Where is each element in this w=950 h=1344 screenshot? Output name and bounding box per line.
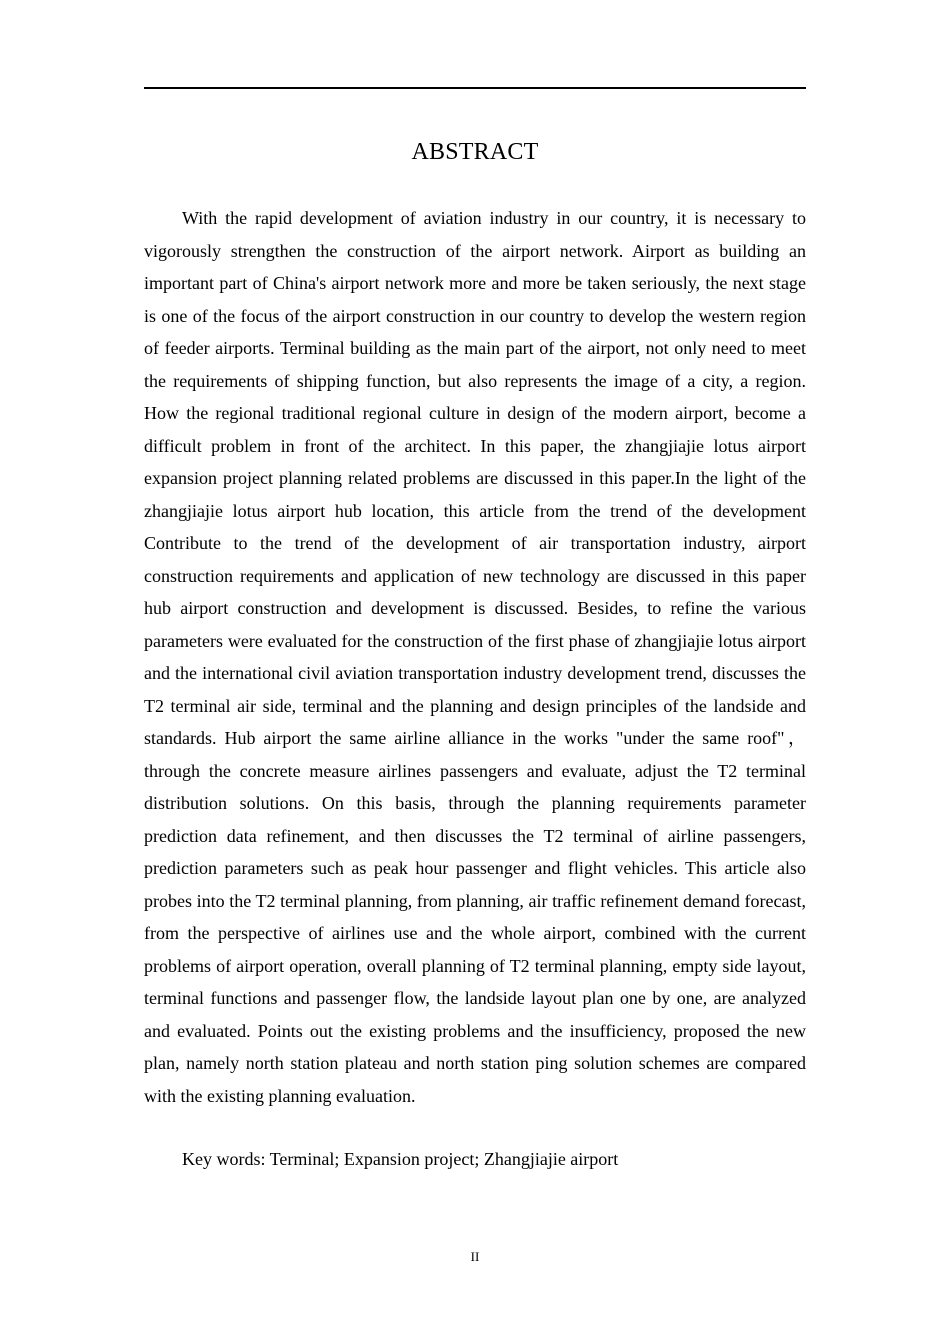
keywords-line: Key words: Terminal; Expansion project; Zhangjiajie airport (182, 1149, 619, 1169)
abstract-title: ABSTRACT (411, 139, 539, 165)
header-rule (144, 87, 806, 89)
abstract-body: With the rapid development of aviation industry in our country, it is necessary to vigorously strengthen the construction of the airport network. Airport as building an important part of China's airport network more and more be taken seriously, the next stage is one of the focus of the airport construction in our country to develop the western region of feeder airports. Terminal building as the main part of the airport, not only need to meet the requirements of shipping function, but also represents the image of a city, a region. How the regional traditional regional culture in design of the modern airport, become a difficult problem in front of the architect. In this paper, the zhangjiajie lotus airport expansion project planning related problems are discussed in this paper.In the light of the zhangjiajie lotus airport hub location, this article from the trend of the development Contribute to the trend of the development of air transportation industry, airport construction requirements and application of new technology are discussed in this paper hub airport construction and development is discussed. Besides, to refine the various parameters were evaluated for the construction of the first phase of zhangjiajie lotus airport and the international civil aviation transportation industry development trend, discusses the T2 terminal air side, terminal and the planning and design principles of the landside and standards. Hub airport the same airline alliance in the works "under the same roof"， through the concrete measure airlines passengers and evaluate, adjust the T2 terminal distribution solutions. On this basis, through the planning requirements parameter prediction data refinement, and then discusses the T2 terminal of airline passengers, prediction parameters such as peak hour passenger and flight vehicles. This article also probes into the T2 terminal planning, from planning, air traffic refinement demand forecast, from the perspective of airlines use and the whole airport, combined with the current problems of airport operation, overall planning of T2 terminal planning, empty side layout, terminal functions and passenger flow, the landside layout plan one by one, are analyzed and evaluated. Points out the existing problems and the insufficiency, proposed the new plan, namely north station plateau and north station ping solution schemes are compared with the existing planning evaluation. (144, 208, 806, 1106)
page-number: II (470, 1249, 480, 1264)
